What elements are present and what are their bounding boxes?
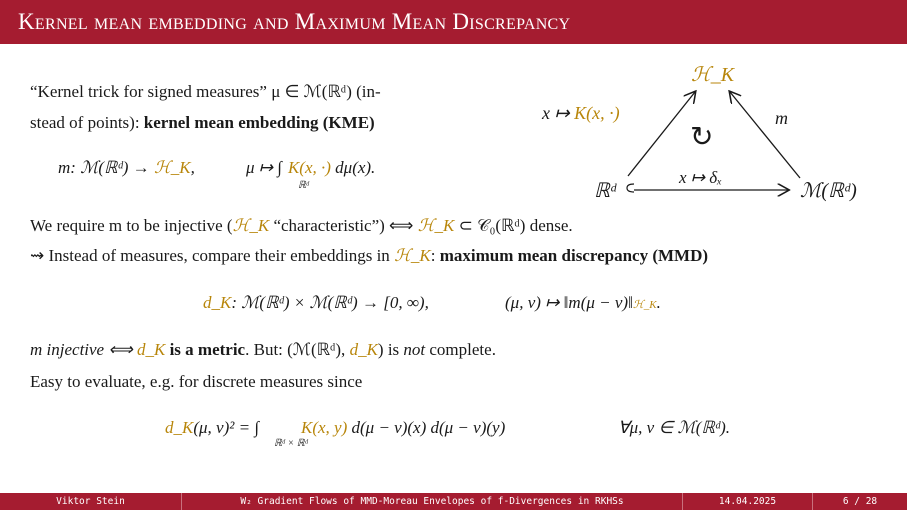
mmd-text-b: : — [430, 246, 440, 265]
metric-not: not — [403, 340, 426, 359]
diagram-left-label-kernel: K(x, ·) — [574, 103, 620, 123]
kme-map-lhs: m: ℳ(ℝᵈ) → — [58, 158, 154, 177]
diagram-top-node: ℋ_K — [691, 64, 735, 86]
metric-text-d: complete. — [425, 340, 496, 359]
injective-rkhs: ℋ_K — [232, 216, 270, 235]
intro-line-2-prefix: stead of points): — [30, 113, 144, 132]
mmd-term: maximum mean discrepancy (MMD) — [439, 246, 709, 265]
diagram-left-arrow-label — [542, 103, 620, 124]
kme-map-measure: dμ(x). — [330, 158, 376, 177]
mmd-rkhs: ℋ_K — [394, 246, 431, 265]
metric-distance-2: d_K — [349, 340, 378, 359]
footer-date: 14.04.2025 — [718, 496, 777, 507]
eval-line: Easy to evaluate, e.g. for discrete measures since — [30, 372, 363, 391]
mmd-text-a: ⇝ Instead of measures, compare their embeddings in — [30, 246, 395, 265]
arrow-left-to-top — [628, 92, 695, 176]
diagram-right-node: ℳ(ℝᵈ) — [800, 180, 857, 202]
diagram-left-node: ℝᵈ — [594, 180, 617, 202]
eval-quantifier: ∀μ, ν ∈ ℳ(ℝᵈ). — [618, 418, 731, 437]
kme-rkhs-space: ℋ_K — [153, 158, 191, 177]
mmd-def-period: . — [656, 293, 661, 312]
footer-page-number: 6 / 28 — [842, 496, 878, 507]
eval-measures: d(μ − ν)(x) d(μ − ν)(y) — [347, 418, 506, 437]
injective-text-c: ⊂ 𝒞₀(ℝᵈ) dense. — [454, 216, 573, 235]
eval-integral-domain: ℝᵈ × ℝᵈ — [274, 438, 308, 449]
injective-text-a: We require m to be injective ( — [30, 216, 233, 235]
mmd-def-domain: : ℳ(ℝᵈ) × ℳ(ℝᵈ) → [0, ∞), — [231, 293, 429, 312]
diagram-right-arrow-label: m — [775, 108, 788, 128]
kme-map-comma: , — [190, 158, 195, 177]
arrow-bottom-hook — [627, 184, 634, 192]
kme-map-integral: μ ↦ ∫ — [246, 158, 282, 177]
eval-distance: d_K — [165, 418, 194, 437]
kme-term: kernel mean embedding (KME) — [143, 113, 375, 132]
kme-kernel: K(x, ·) — [287, 158, 331, 177]
mmd-def-norm-sub: ℋ_K — [632, 299, 657, 311]
injective-rkhs-2: ℋ_K — [417, 216, 455, 235]
mmd-def-norm: (μ, ν) ↦ ‖m(μ − ν)‖ — [505, 293, 633, 312]
diagram-left-label-map: x ↦ — [542, 103, 575, 123]
intro-line-1-text: “Kernel trick for signed measures” μ ∈ ℳ(ℝᵈ) (in- — [30, 82, 381, 101]
slide-title: Kernel mean embedding and Maximum Mean Discrepancy — [18, 9, 571, 34]
metric-distance: d_K — [136, 340, 166, 359]
metric-bold: is a metric — [165, 340, 246, 359]
kme-integral-domain: ℝᵈ — [298, 180, 310, 191]
mmd-distance: d_K — [203, 293, 232, 312]
metric-text-a: m injective ⟺ — [30, 340, 137, 359]
diagram-bottom-arrow-label: x ↦ δₓ — [679, 168, 723, 187]
cycle-icon: ↻ — [690, 122, 714, 153]
footer-bar — [0, 493, 907, 510]
metric-text-c: ) is — [377, 340, 404, 359]
arrow-right-to-top — [730, 92, 800, 178]
metric-text-b: . But: (ℳ(ℝᵈ), — [245, 340, 350, 359]
eval-kernel: K(x, y) — [300, 418, 348, 437]
eval-integral: (μ, ν)² = ∫ — [193, 418, 259, 437]
injective-text-b: “characteristic”) ⟺ — [269, 216, 418, 235]
footer-talk-title: W₂ Gradient Flows of MMD-Moreau Envelopes of f-Divergences in RKHSs — [240, 496, 624, 507]
footer-author: Viktor Stein — [56, 496, 125, 507]
